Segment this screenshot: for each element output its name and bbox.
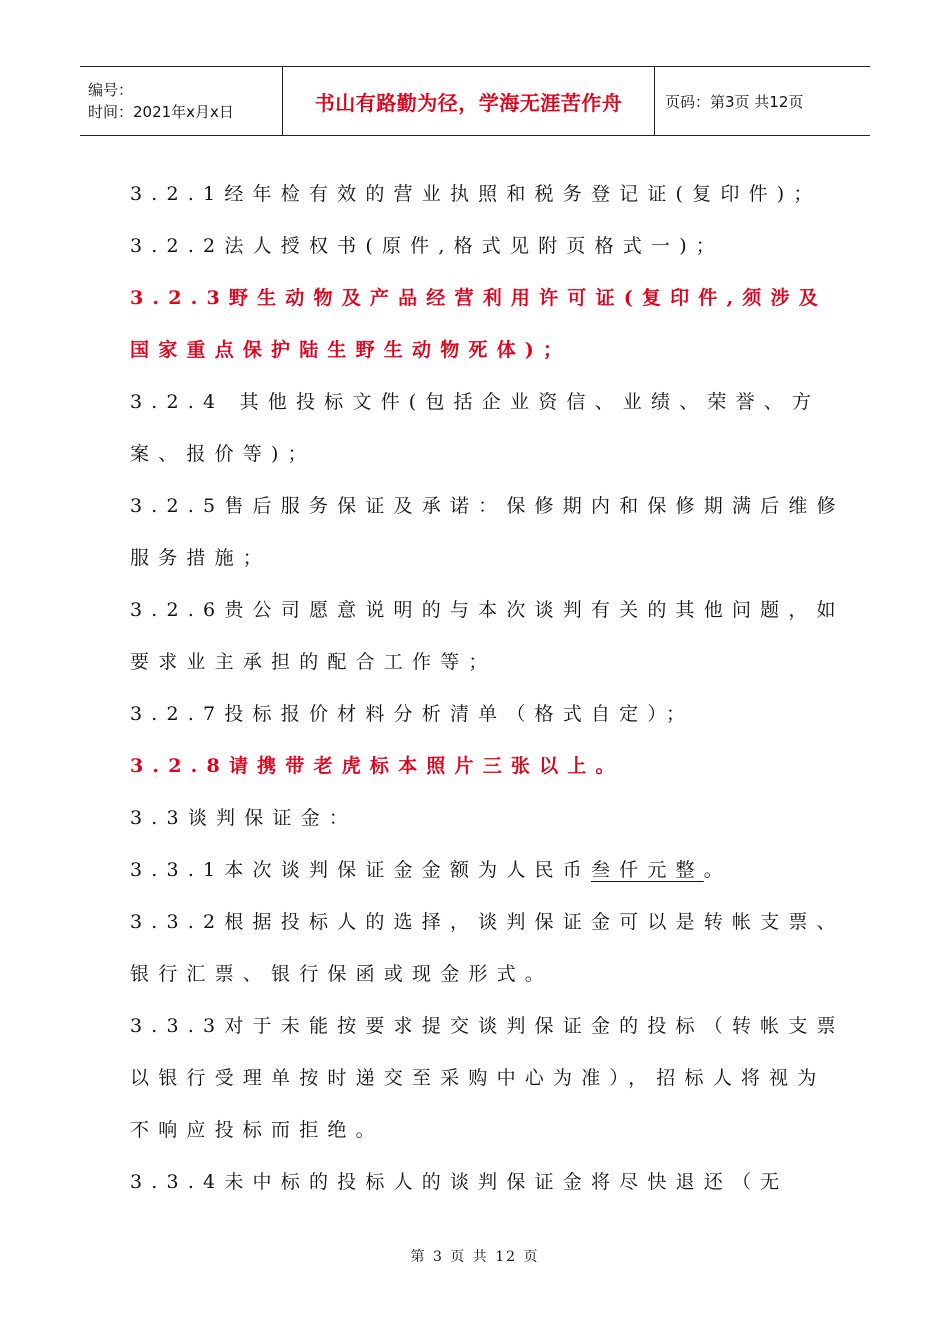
- header-page-info: 页码：第3页 共12页: [665, 92, 804, 111]
- document-body: [130, 168, 850, 1208]
- item-3-3-2: 3.3.2根据投标人的选择，谈判保证金可以是转帐支票、银行汇票、银行保函或现金形式。: [130, 911, 845, 985]
- item-3-3-4: 3.3.4未中标的投标人的谈判保证金将尽快退还（无: [130, 1171, 789, 1193]
- item-3-2-3-highlighted: 3.2.3野生动物及产品经营利用许可证(复印件,须涉及国家重点保护陆生野生动物死体)；: [130, 287, 827, 361]
- item-3-2-7: 3.2.7投标报价材料分析清单（格式自定）；: [130, 703, 695, 725]
- header-meta: [80, 67, 283, 135]
- header-motto: 书山有路勤为径，学海无涯苦作舟: [283, 67, 655, 135]
- item-3-2-4: 3.2.4 其他投标文件(包括企业资信、业绩、荣誉、方案、报价等)；: [130, 391, 821, 465]
- item-3-3-1-text: 3.3.1本次谈判保证金金额为人民币: [130, 859, 591, 881]
- item-3-2-2: 3.2.2法人授权书(原件,格式见附页格式一)；: [130, 235, 725, 257]
- item-3-2-8-highlighted: 3.2.8请携带老虎标本照片三张以上。: [130, 755, 624, 777]
- page-header: [80, 66, 870, 136]
- item-3-3-1: [130, 844, 850, 896]
- item-3-3-1-end: 。: [703, 859, 732, 881]
- deposit-amount: 叁仟元整: [590, 859, 704, 881]
- document-number-label: 编号：: [88, 81, 134, 99]
- page-footer: 第 3 页 共 12 页: [410, 1249, 540, 1265]
- section-3-3-heading: 3.3谈判保证金：: [130, 807, 358, 829]
- item-3-3-3: 3.3.3对于未能按要求提交谈判保证金的投标（转帐支票以银行受理单按时递交至采购中心为准），招标人将视为不响应投标而拒绝。: [130, 1015, 845, 1141]
- item-3-2-5: 3.2.5售后服务保证及承诺：保修期内和保修期满后维修服务措施；: [130, 495, 845, 569]
- item-3-2-1: 3.2.1经年检有效的营业执照和税务登记证(复印件)；: [130, 183, 822, 205]
- document-date: 时间：2021年x月x日: [88, 103, 234, 121]
- item-3-2-6: 3.2.6贵公司愿意说明的与本次谈判有关的其他问题，如要求业主承担的配合工作等；: [130, 599, 845, 673]
